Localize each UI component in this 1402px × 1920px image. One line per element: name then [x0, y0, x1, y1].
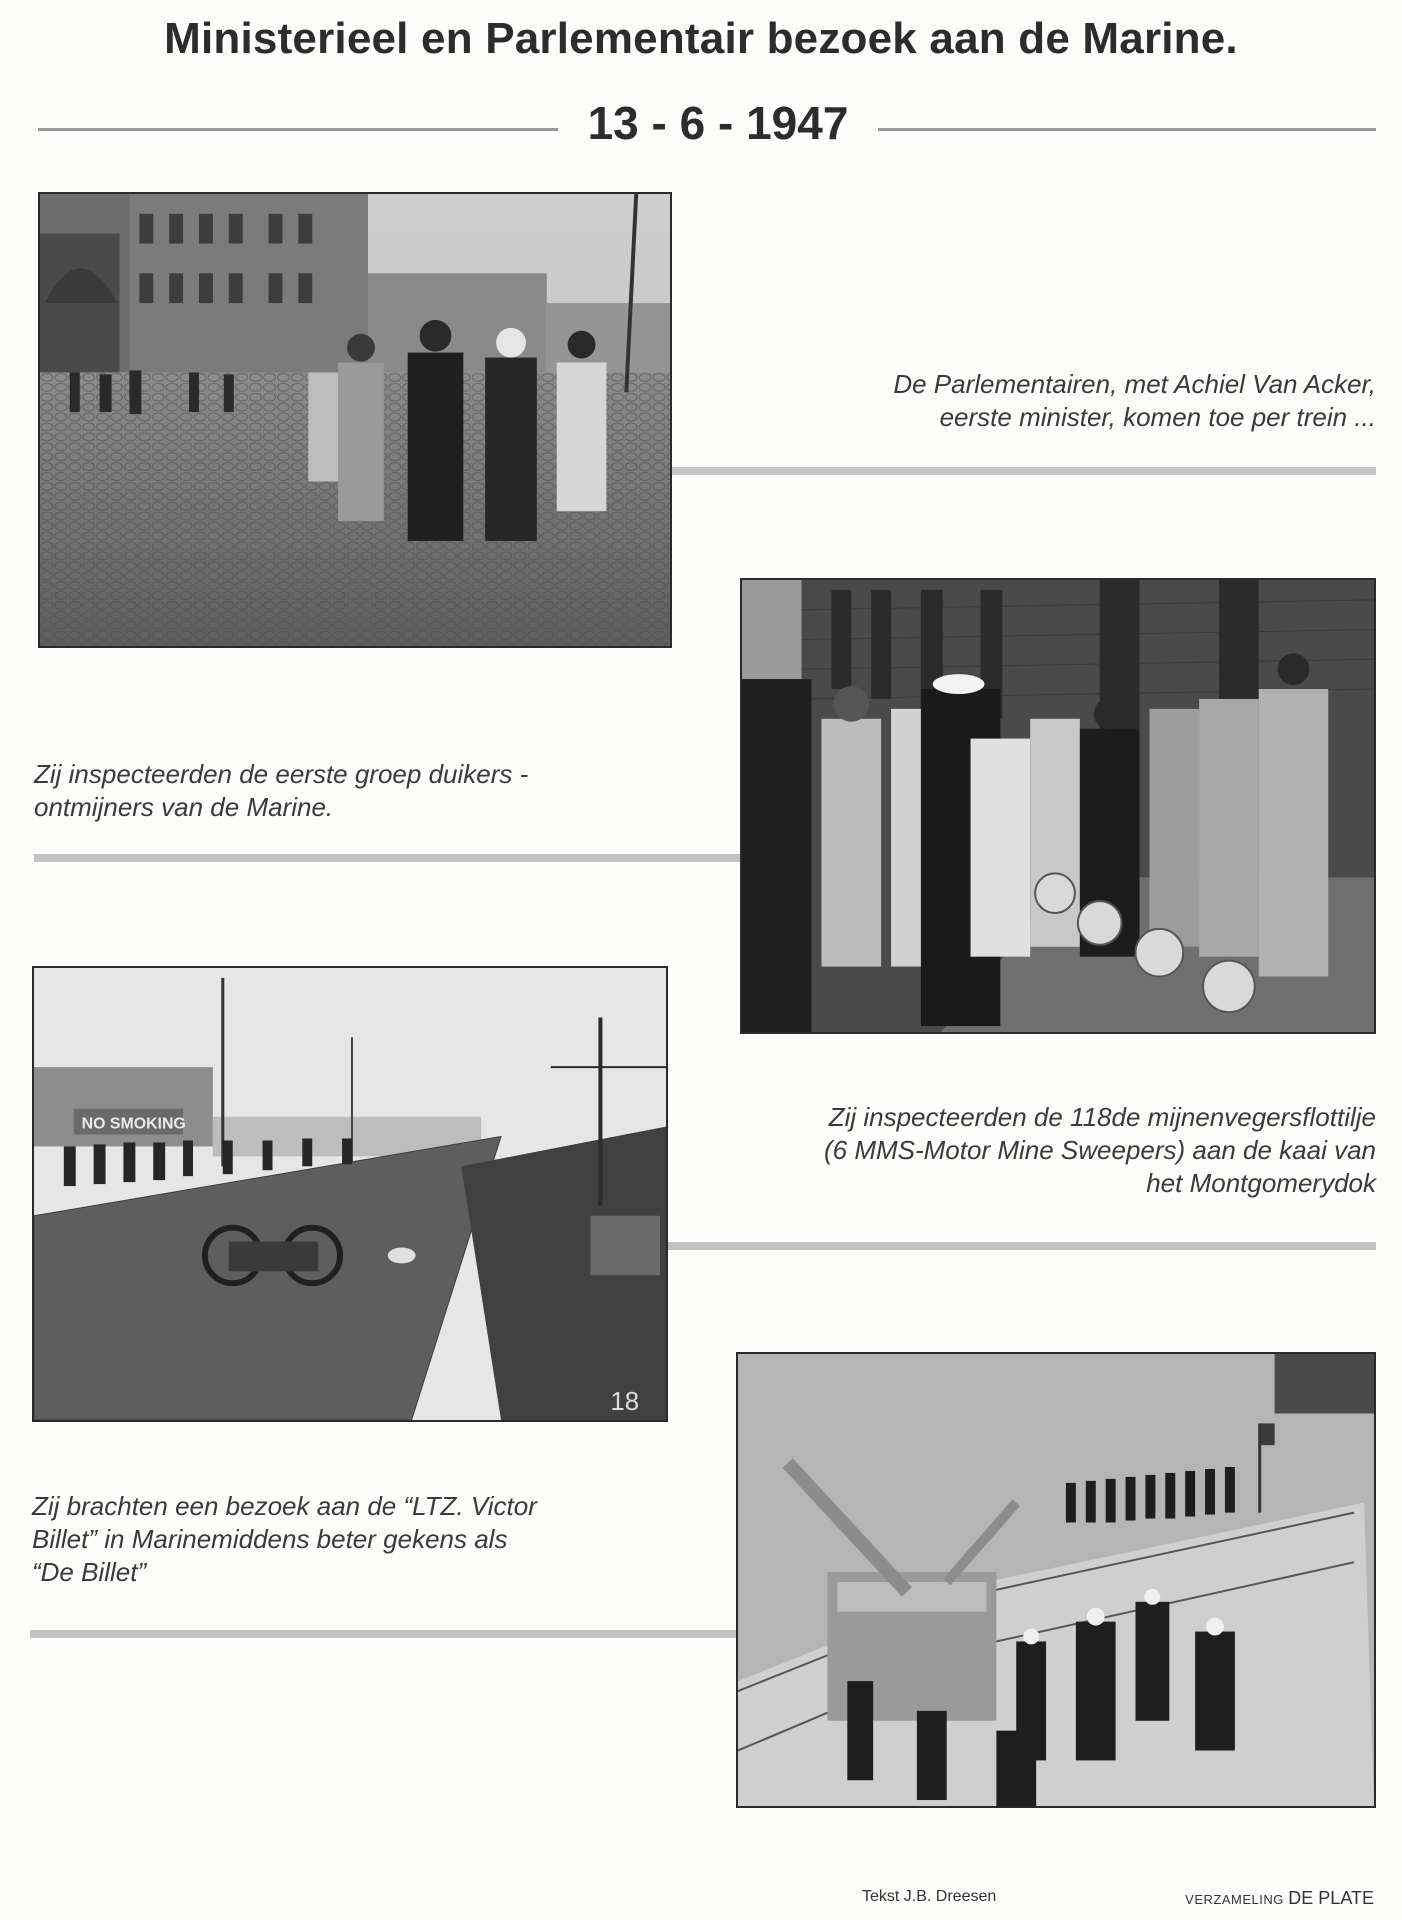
collection-name: DE PLATE: [1288, 1888, 1374, 1908]
section-rule: [34, 854, 740, 862]
caption-line: eerste minister, komen toe per trein ...: [939, 402, 1376, 432]
footer-credit: Tekst J.B. Dreesen: [862, 1888, 997, 1905]
photo-arrival-by-train: [38, 192, 672, 648]
caption-line: Zij inspecteerden de 118de mijnenvegersflottilje: [828, 1102, 1376, 1132]
caption-line: (6 MMS-Motor Mine Sweepers) aan de kaai van: [823, 1135, 1376, 1165]
photo-ship-deck-billet: [736, 1352, 1376, 1808]
caption-billet: [32, 1490, 537, 1589]
caption-line: “De Billet”: [32, 1557, 147, 1587]
caption-flotilla: [824, 1101, 1376, 1200]
caption-line: Zij inspecteerden de eerste groep duikers -: [34, 759, 529, 789]
page-title: Ministerieel en Parlementair bezoek aan de Marine.: [164, 14, 1238, 63]
caption-line: De Parlementairen, met Achiel Van Acker,: [893, 369, 1376, 399]
photo-quay-minesweepers: [32, 966, 668, 1422]
section-rule: [30, 1630, 736, 1638]
section-rule: [672, 467, 1376, 475]
collection-prefix: VERZAMELING: [1185, 1892, 1284, 1907]
caption-line: ontmijners van de Marine.: [34, 792, 334, 822]
caption-line: het Montgomerydok: [1146, 1168, 1376, 1198]
quay-sign: NO SMOKING: [81, 1115, 186, 1133]
caption-divers: [34, 758, 528, 824]
date-rule-left: [38, 128, 558, 131]
footer-collection: [1185, 1888, 1374, 1909]
caption-line: Billet” in Marinemiddens beter gekens als: [32, 1524, 508, 1554]
caption-line: Zij brachten een bezoek aan de “LTZ. Victor: [32, 1491, 537, 1521]
date-label: 13 - 6 - 1947: [587, 97, 849, 149]
section-rule: [668, 1242, 1376, 1250]
date-rule-right: [878, 128, 1376, 131]
hull-number: 18: [610, 1388, 640, 1417]
photo-divers-inspection: [740, 578, 1376, 1034]
date-banner: [38, 96, 1376, 156]
caption-arrival: [893, 368, 1376, 434]
